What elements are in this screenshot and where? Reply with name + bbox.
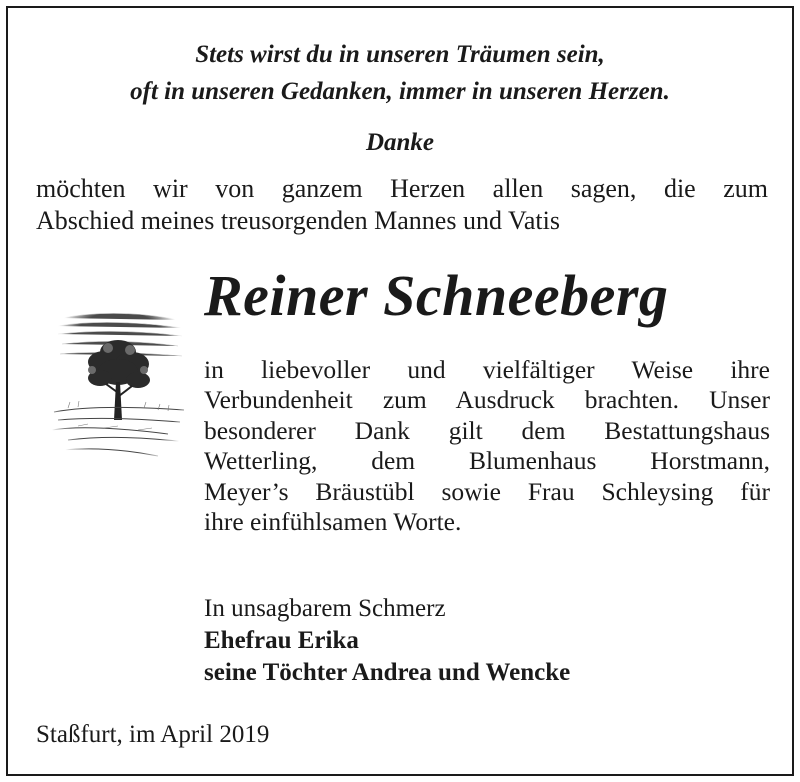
signature-daughters: seine Töchter Andrea und Wencke bbox=[204, 659, 571, 686]
signature-intro: In unsagbarem Schmerz bbox=[204, 595, 446, 622]
motto-line-1: Stets wirst du in unseren Träumen sein, bbox=[195, 41, 605, 68]
motto bbox=[8, 36, 792, 110]
signature-block bbox=[204, 593, 570, 689]
signature-wife: Ehefrau Erika bbox=[204, 627, 359, 654]
body-line: ihre einfühlsamen Worte. bbox=[204, 507, 462, 537]
body-line: Verbundenheit zum Ausdruck brachten. Unser bbox=[204, 385, 770, 415]
intro-line-1: möchten wir von ganzem Herzen allen sagen, die zum bbox=[36, 174, 768, 203]
intro-line-2: Abschied meines treusorgenden Mannes und Vatis bbox=[36, 206, 560, 235]
intro-text bbox=[36, 173, 768, 237]
body-line: besonderer Dank gilt dem Bestattungshaus bbox=[204, 415, 770, 445]
deceased-name: Reiner Schneeberg bbox=[204, 263, 669, 328]
body-line: Wetterling, dem Blumenhaus Horstmann, bbox=[204, 446, 770, 476]
thanks-heading: Danke bbox=[365, 129, 435, 156]
body-line: Meyer’s Bräustübl sowie Frau Schleysing für bbox=[204, 476, 770, 506]
obituary-notice bbox=[6, 6, 794, 776]
place-date: Staßfurt, im April 2019 bbox=[36, 721, 270, 748]
motto-line-2: oft in unseren Gedanken, immer in unseren Herzen. bbox=[130, 78, 670, 105]
body-line: in liebevoller und vielfältiger Weise ihre bbox=[204, 355, 770, 384]
thanks-body bbox=[204, 355, 770, 537]
tree-landscape-illustration bbox=[48, 300, 190, 466]
